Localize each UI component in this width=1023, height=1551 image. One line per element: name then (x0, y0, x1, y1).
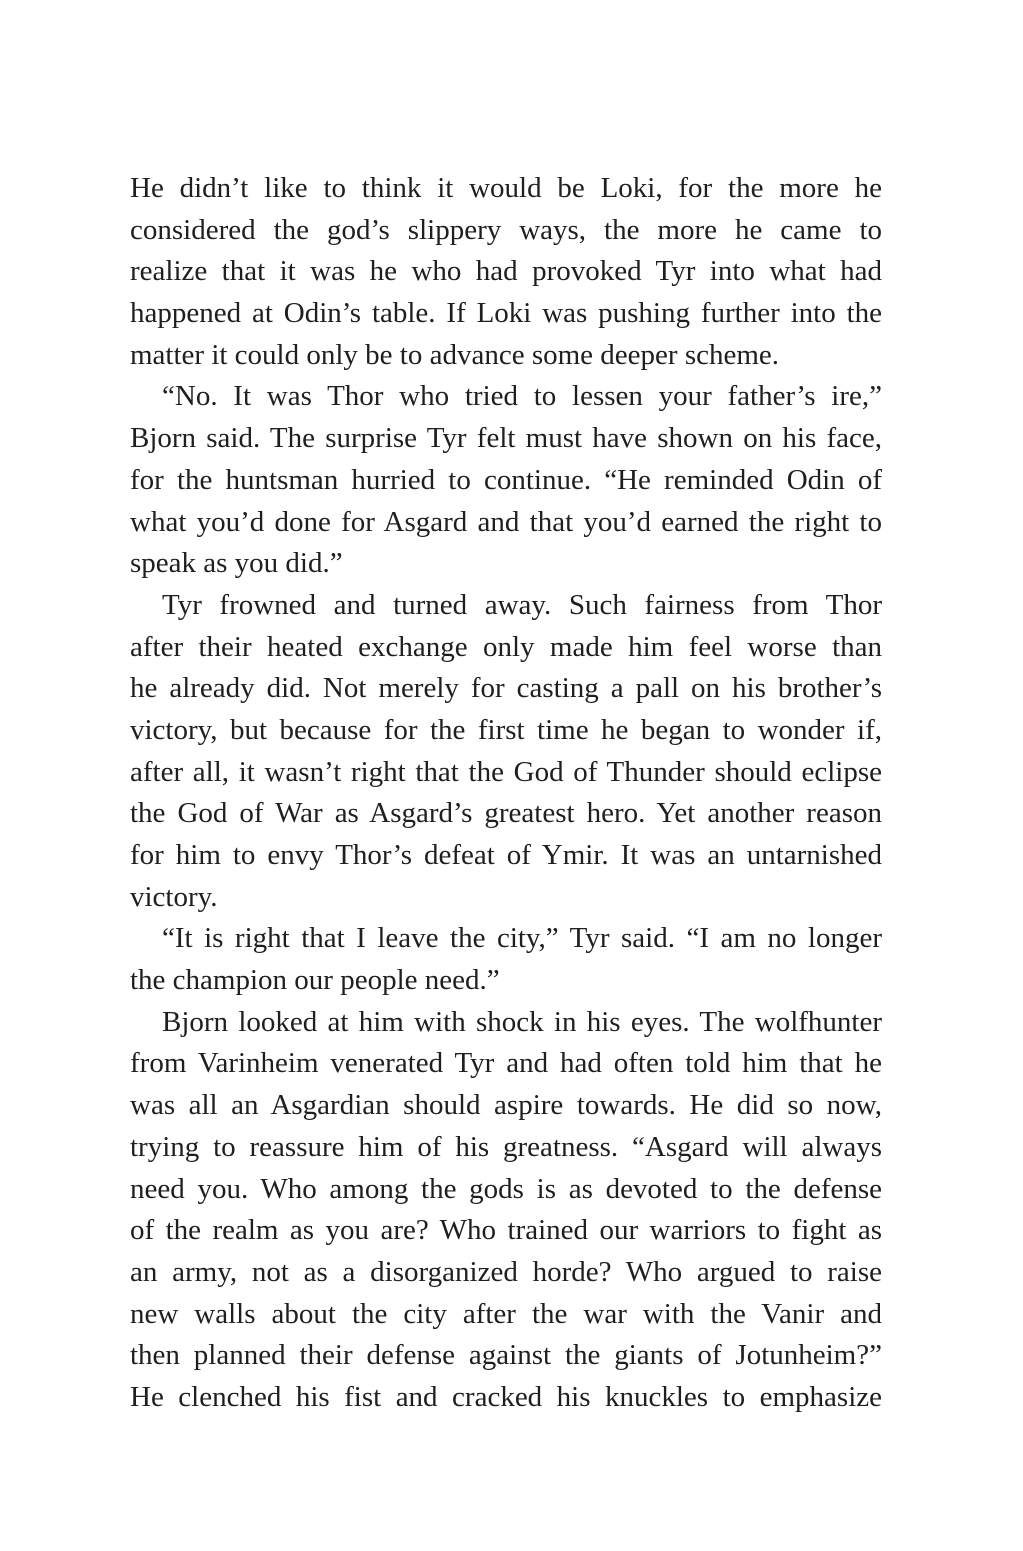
paragraph-1 (130, 168, 882, 376)
text-line: Bjorn said. The surprise Tyr felt must have shown on his face, (130, 422, 882, 455)
text-line: new walls about the city after the war with the Vanir and (130, 1297, 882, 1330)
text-line: “No. It was Thor who tried to lessen your father’s ire,” (162, 380, 882, 413)
text-line: speak as you did.” (130, 547, 343, 580)
text-line: happened at Odin’s table. If Loki was pushing further into the (130, 297, 882, 330)
text-line: he already did. Not merely for casting a pall on his brother’s (130, 672, 882, 705)
text-line: then planned their defense against the giants of Jotunheim?” (130, 1339, 882, 1372)
text-line: from Varinheim venerated Tyr and had often told him that he (130, 1047, 882, 1080)
text-line: Bjorn looked at him with shock in his eyes. The wolfhunter (162, 1005, 882, 1038)
text-line: need you. Who among the gods is as devoted to the defense (130, 1172, 882, 1205)
text-line: was all an Asgardian should aspire towards. He did so now, (130, 1089, 882, 1122)
text-line: realize that it was he who had provoked Tyr into what had (130, 255, 882, 288)
text-line: the champion our people need.” (130, 964, 500, 997)
paragraph-2 (130, 376, 882, 584)
text-line: an army, not as a disorganized horde? Who argued to raise (130, 1255, 882, 1288)
text-line: considered the god’s slippery ways, the more he came to (130, 213, 882, 246)
text-line: for him to envy Thor’s defeat of Ymir. It was an untarnished (130, 839, 882, 871)
text-line: after all, it wasn’t right that the God of Thunder should eclipse (130, 755, 882, 788)
text-line: the God of War as Asgard’s greatest hero. Yet another reason (130, 797, 882, 830)
paragraph-5 (130, 1002, 882, 1419)
text-line: for the huntsman hurried to continue. “He reminded Odin of (130, 463, 882, 496)
text-line: trying to reassure him of his greatness. “Asgard will always (130, 1130, 882, 1163)
text-line: of the realm as you are? Who trained our warriors to fight as (130, 1214, 882, 1247)
paragraph-4 (130, 918, 882, 1001)
text-line: Tyr frowned and turned away. Such fairness from Thor (162, 588, 882, 621)
text-line: He clenched his fist and cracked his knuckles to emphasize (130, 1380, 882, 1413)
text-line: matter it could only be to advance some deeper scheme. (130, 338, 780, 371)
paragraph-3 (130, 585, 882, 919)
text-line: victory, but because for the first time he began to wonder if, (130, 713, 882, 746)
text-line: victory. (130, 880, 218, 913)
text-line: what you’d done for Asgard and that you’d earned the right to (130, 505, 882, 538)
text-line: after their heated exchange only made him feel worse than (130, 630, 882, 663)
text-line: “It is right that I leave the city,” Tyr said. “I am no longer (162, 922, 882, 955)
text-line: He didn’t like to think it would be Loki, for the more he (130, 172, 882, 204)
body-text (130, 168, 882, 1419)
